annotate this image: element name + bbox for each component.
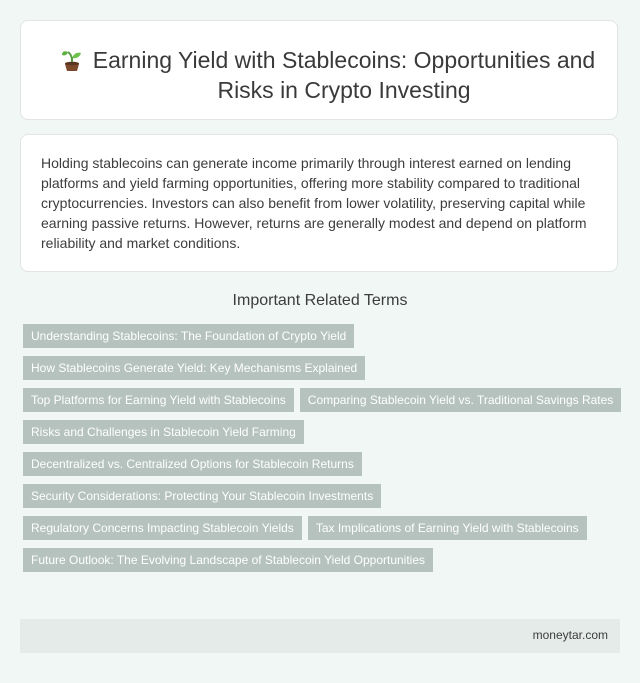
site-name[interactable]: moneytar.com <box>532 628 608 642</box>
term-tag[interactable]: Top Platforms for Earning Yield with Stablecoins <box>23 388 294 412</box>
term-tag[interactable]: Future Outlook: The Evolving Landscape of Stablecoin Yield Opportunities <box>23 548 433 572</box>
title-card <box>20 20 618 120</box>
term-tag[interactable]: Decentralized vs. Centralized Options for Stablecoin Returns <box>23 452 362 476</box>
term-tag[interactable]: Risks and Challenges in Stablecoin Yield Farming <box>23 420 304 444</box>
footer <box>20 619 620 653</box>
intro-text: Holding stablecoins can generate income primarily through interest earned on lending platforms and yield farming opportunities, offering more stability compared to traditional cryptocurrencies. Investors can also benefit from lower volatility, preserving capital while earning passive returns. However, returns are generally modest and depend on platform reliability and market conditions. <box>41 155 587 251</box>
related-terms-list <box>23 324 623 572</box>
term-tag[interactable]: How Stablecoins Generate Yield: Key Mechanisms Explained <box>23 356 365 380</box>
term-tag[interactable]: Comparing Stablecoin Yield vs. Traditional Savings Rates <box>300 388 622 412</box>
term-tag[interactable]: Regulatory Concerns Impacting Stablecoin Yields <box>23 516 302 540</box>
related-terms-heading: Important Related Terms <box>232 292 408 309</box>
term-tag[interactable]: Tax Implications of Earning Yield with Stablecoins <box>308 516 587 540</box>
term-tag[interactable]: Security Considerations: Protecting Your Stablecoin Investments <box>23 484 381 508</box>
term-tag[interactable]: Understanding Stablecoins: The Foundation of Crypto Yield <box>23 324 354 348</box>
intro-card <box>20 134 618 272</box>
page-title: Earning Yield with Stablecoins: Opportunities and Risks in Crypto Investing <box>92 47 596 103</box>
